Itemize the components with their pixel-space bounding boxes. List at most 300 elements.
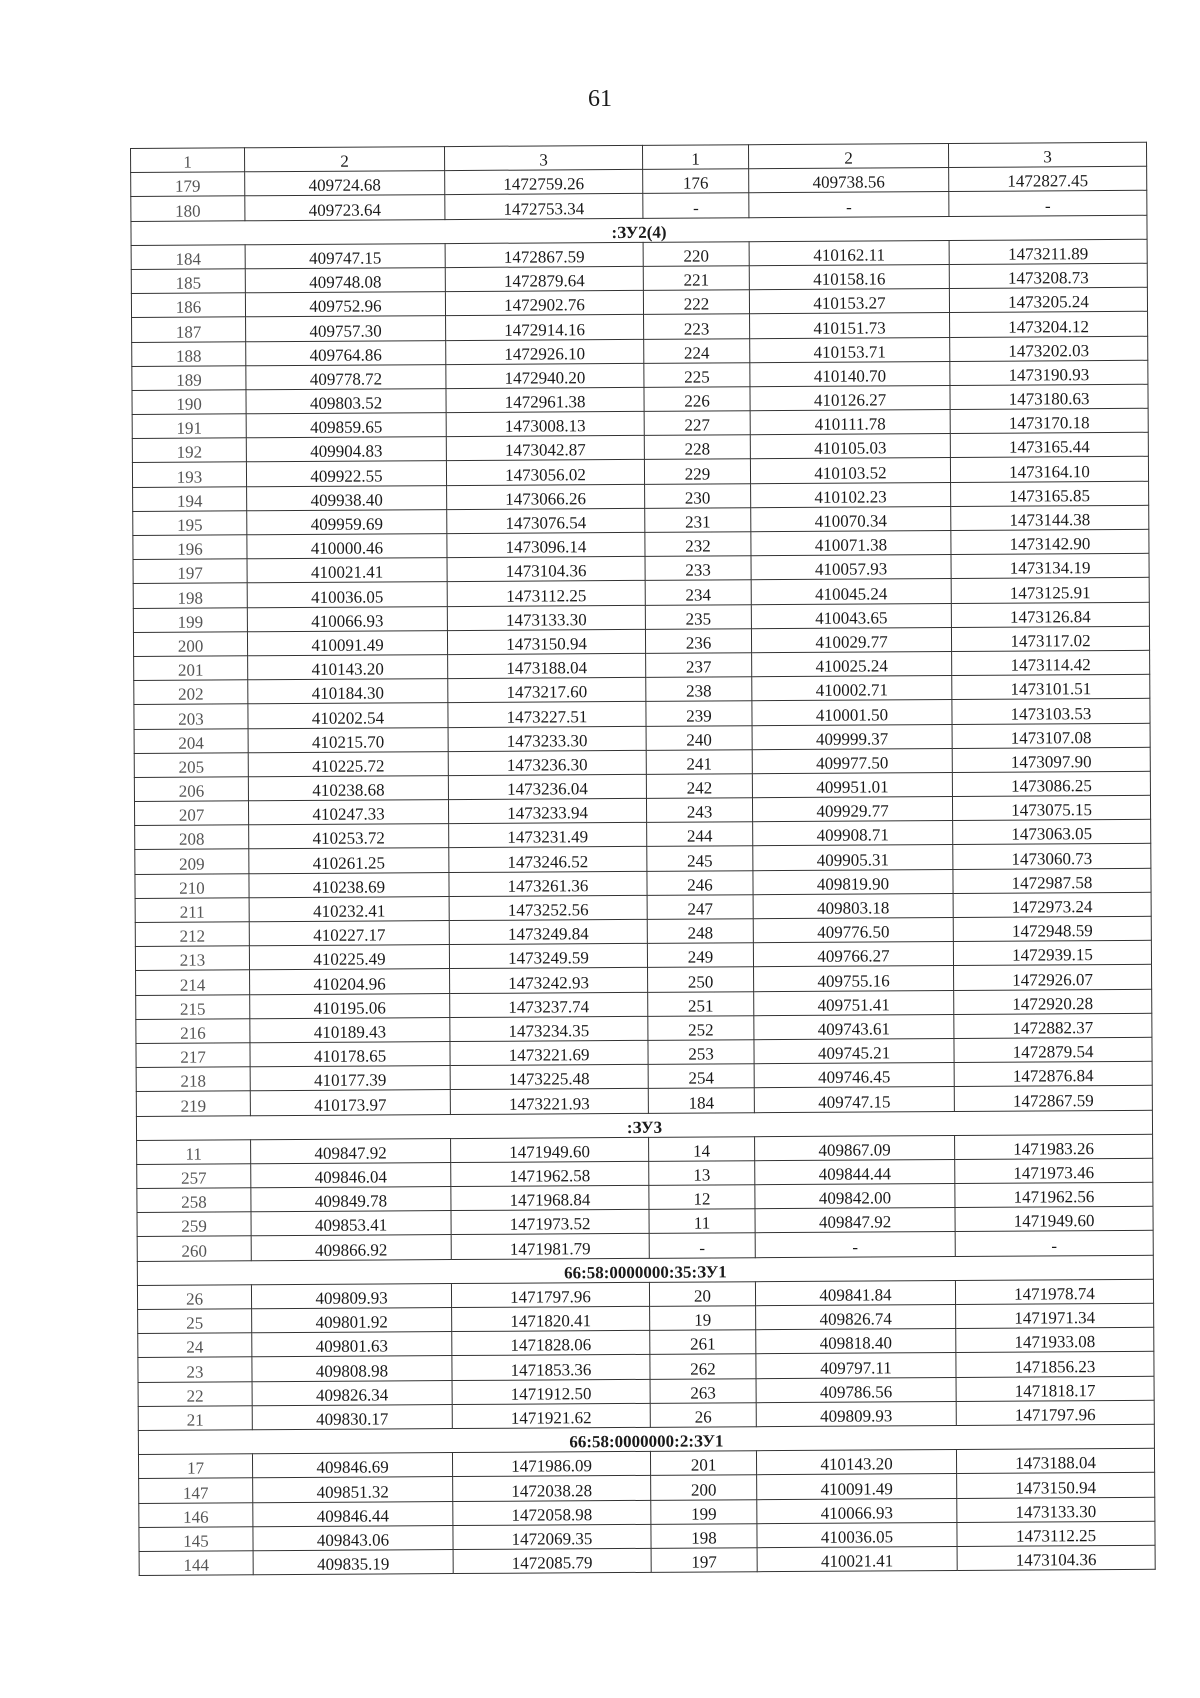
table-cell: 19 — [650, 1306, 756, 1331]
table-cell: 226 — [644, 387, 750, 412]
table-cell: 1472914.16 — [446, 315, 644, 340]
table-cell: 1473150.94 — [447, 629, 645, 654]
table-cell: 410261.25 — [249, 848, 449, 873]
table-cell: 185 — [131, 269, 245, 294]
table-cell: 191 — [132, 414, 246, 439]
table-cell: 409830.17 — [252, 1404, 452, 1429]
table-cell: 409849.78 — [251, 1187, 451, 1212]
table-cell: 1472926.07 — [954, 965, 1152, 990]
table-cell: 261 — [650, 1330, 756, 1355]
table-cell: 1473042.87 — [446, 436, 644, 461]
table-cell: 232 — [645, 532, 751, 557]
table-cell: 1472069.35 — [453, 1524, 651, 1549]
section-title: :ЗУ3 — [136, 1110, 1152, 1140]
table-cell: 410091.49 — [247, 630, 447, 655]
table-cell: 1473144.38 — [951, 505, 1149, 530]
table-cell: 410153.27 — [749, 289, 949, 314]
table-cell: 1473056.02 — [446, 460, 644, 485]
table-cell: 1473112.25 — [447, 581, 645, 606]
table-cell: 409835.19 — [253, 1549, 453, 1574]
table-cell: 1473202.03 — [950, 336, 1148, 361]
table-cell: - — [643, 193, 749, 218]
table-cell: 409752.96 — [245, 292, 445, 317]
table-cell: 201 — [134, 656, 248, 681]
table-cell: 146 — [139, 1502, 253, 1527]
coordinates-table — [130, 142, 1156, 1576]
table-cell: 14 — [649, 1136, 755, 1161]
table-cell: 409866.92 — [251, 1235, 451, 1260]
table-cell: 409851.32 — [253, 1477, 453, 1502]
table-cell: 196 — [133, 535, 247, 560]
table-cell: 1473236.30 — [448, 750, 646, 775]
table-cell: 409818.40 — [756, 1329, 956, 1354]
table-cell: 1472876.84 — [954, 1061, 1152, 1086]
table-cell: 204 — [134, 728, 248, 753]
table-cell: 230 — [645, 483, 751, 508]
table-cell: 409841.84 — [755, 1280, 955, 1305]
table-cell: 410102.23 — [751, 482, 951, 507]
table-cell: 1473234.35 — [450, 1016, 648, 1041]
table-cell: 1472926.10 — [446, 339, 644, 364]
table-cell: 409746.45 — [754, 1063, 954, 1088]
table-cell: 409846.44 — [253, 1501, 453, 1526]
table-cell: 1473165.44 — [950, 433, 1148, 458]
header-cell: 1 — [642, 145, 748, 170]
table-cell: 409905.31 — [753, 845, 953, 870]
table-cell: 1473180.63 — [950, 384, 1148, 409]
table-cell: 410238.68 — [248, 775, 448, 800]
table-cell: 1471949.60 — [451, 1137, 649, 1162]
table-cell: 249 — [647, 943, 753, 968]
table-cell: 1473237.74 — [450, 992, 648, 1017]
table-cell: 410111.78 — [750, 410, 950, 435]
table-cell: 410066.93 — [247, 606, 447, 631]
table-cell: 253 — [648, 1040, 754, 1065]
header-cell: 2 — [748, 144, 948, 169]
table-cell: 410162.11 — [749, 240, 949, 265]
table-cell: 1473086.25 — [952, 771, 1150, 796]
table-cell: 410045.24 — [751, 579, 951, 604]
table-cell: 1473097.90 — [952, 747, 1150, 772]
table-cell: 1472939.15 — [953, 940, 1151, 965]
table-cell: 409809.93 — [251, 1283, 451, 1308]
table-cell: 26 — [137, 1285, 251, 1310]
table-cell: 1473205.24 — [949, 287, 1147, 312]
table-cell: 409745.21 — [754, 1038, 954, 1063]
table-cell: 17 — [138, 1454, 252, 1479]
table-cell: 1473227.51 — [448, 702, 646, 727]
table-cell: 410036.05 — [757, 1522, 957, 1547]
table-cell: 216 — [136, 1019, 250, 1044]
table-cell: 180 — [131, 196, 245, 221]
table-cell: 1472753.34 — [445, 194, 643, 219]
table-cell: 1473114.42 — [952, 650, 1150, 675]
table-cell: 409743.61 — [754, 1014, 954, 1039]
table-cell: 228 — [644, 435, 750, 460]
table-cell: 1473104.36 — [447, 557, 645, 582]
table-cell: 235 — [645, 604, 751, 629]
header-cell: 3 — [948, 142, 1146, 167]
table-cell: 245 — [647, 846, 753, 871]
header-cell: 1 — [131, 148, 245, 173]
table-cell: 1473112.25 — [957, 1521, 1155, 1546]
table-cell: 1473076.54 — [447, 508, 645, 533]
table-cell: 1473249.59 — [449, 944, 647, 969]
table-cell: 410105.03 — [750, 434, 950, 459]
table-cell: 1473117.02 — [951, 626, 1149, 651]
table-cell: 410238.69 — [249, 872, 449, 897]
table-cell: 192 — [132, 438, 246, 463]
table-cell: 1472759.26 — [445, 170, 643, 195]
table-cell: 410103.52 — [750, 458, 950, 483]
table-cell: 199 — [651, 1499, 757, 1524]
table-cell: 199 — [133, 607, 247, 632]
table-cell: 1471912.50 — [452, 1379, 650, 1404]
table-cell: 410143.20 — [756, 1450, 956, 1475]
table-cell: 410043.65 — [751, 603, 951, 628]
table-cell: 1471973.52 — [451, 1210, 649, 1235]
table-cell: 1473242.93 — [450, 968, 648, 993]
table-cell: 1473204.12 — [950, 312, 1148, 337]
table-cell: 1473233.30 — [448, 726, 646, 751]
table-cell: 1473170.18 — [950, 408, 1148, 433]
table-cell: 193 — [132, 462, 246, 487]
table-cell: 222 — [643, 290, 749, 315]
table-cell: 409751.41 — [754, 990, 954, 1015]
table-cell: 409908.71 — [753, 821, 953, 846]
table-cell: - — [955, 1231, 1153, 1256]
table-cell: 1472085.79 — [453, 1548, 651, 1573]
table-cell: 1472879.64 — [445, 266, 643, 291]
table-cell: 410227.17 — [249, 921, 449, 946]
table-cell: 409951.01 — [752, 772, 952, 797]
table-cell: 1473075.15 — [952, 795, 1150, 820]
table-cell: 1472961.38 — [446, 387, 644, 412]
table-cell: 410126.27 — [750, 385, 950, 410]
table-cell: 13 — [649, 1161, 755, 1186]
table-cell: 236 — [645, 628, 751, 653]
table-cell: 409803.52 — [246, 388, 446, 413]
table-cell: 409847.92 — [251, 1138, 451, 1163]
table-cell: 1471921.62 — [452, 1403, 650, 1428]
table-cell: 409842.00 — [755, 1184, 955, 1209]
table-cell: 202 — [134, 680, 248, 705]
table-cell: 244 — [647, 822, 753, 847]
table-cell: 262 — [650, 1354, 756, 1379]
table-cell: 410184.30 — [248, 679, 448, 704]
table-cell: 144 — [139, 1551, 253, 1576]
table-cell: 194 — [133, 486, 247, 511]
table-cell: 195 — [133, 511, 247, 536]
table-cell: 410070.34 — [751, 506, 951, 531]
table-cell: 1471949.60 — [955, 1207, 1153, 1232]
table-cell: 12 — [649, 1185, 755, 1210]
table-cell: 410189.43 — [250, 1017, 450, 1042]
table-cell: 409748.08 — [245, 268, 445, 293]
section-title: 66:58:0000000:2:ЗУ1 — [138, 1424, 1154, 1454]
table-cell: 225 — [644, 362, 750, 387]
table-cell: 198 — [651, 1523, 757, 1548]
table-cell: 410173.97 — [250, 1090, 450, 1115]
table-cell: 190 — [132, 390, 246, 415]
table-cell: 409999.37 — [752, 724, 952, 749]
table-cell: 409797.11 — [756, 1353, 956, 1378]
table-cell: 213 — [135, 946, 249, 971]
table-cell: 227 — [644, 411, 750, 436]
table-cell: 409929.77 — [752, 797, 952, 822]
table-cell: 1473104.36 — [957, 1545, 1155, 1570]
table-cell: - — [949, 191, 1147, 216]
table-cell: 243 — [646, 798, 752, 823]
table-cell: 1472038.28 — [453, 1476, 651, 1501]
table-cell: 410247.33 — [248, 800, 448, 825]
table-cell: 409803.18 — [753, 893, 953, 918]
table-cell: 409747.15 — [754, 1087, 954, 1112]
table-cell: 409747.15 — [245, 243, 445, 268]
table-cell: 1473261.36 — [449, 871, 647, 896]
table-cell: 1471853.36 — [452, 1355, 650, 1380]
table-cell: 250 — [648, 967, 754, 992]
table-cell: 409724.68 — [245, 171, 445, 196]
table-cell: 409764.86 — [246, 340, 446, 365]
table-cell: 1471968.84 — [451, 1185, 649, 1210]
table-cell: 212 — [135, 922, 249, 947]
table-cell: 1472867.59 — [445, 242, 643, 267]
table-cell: 1472940.20 — [446, 363, 644, 388]
table-cell: 247 — [647, 895, 753, 920]
table-cell: 237 — [646, 653, 752, 678]
table-row — [139, 1545, 1155, 1575]
table-cell: 20 — [649, 1282, 755, 1307]
table-cell: 410178.65 — [250, 1041, 450, 1066]
table-cell: - — [755, 1232, 955, 1257]
table-cell: 409847.92 — [755, 1208, 955, 1233]
table-cell: 201 — [650, 1451, 756, 1476]
table-cell: 409808.98 — [252, 1356, 452, 1381]
table-cell: 409843.06 — [253, 1525, 453, 1550]
table-cell: 1471856.23 — [956, 1352, 1154, 1377]
table-cell: 179 — [131, 172, 245, 197]
table-cell: 260 — [137, 1236, 251, 1261]
table-cell: 1473096.14 — [447, 532, 645, 557]
table-cell: 189 — [132, 365, 246, 390]
table-cell: 238 — [646, 677, 752, 702]
table-cell: 186 — [131, 293, 245, 318]
table-cell: 1471818.17 — [956, 1376, 1154, 1401]
table-cell: 188 — [132, 341, 246, 366]
table-cell: 1473126.84 — [951, 602, 1149, 627]
table-cell: 229 — [644, 459, 750, 484]
table-cell: 1473125.91 — [951, 578, 1149, 603]
table-cell: 1471933.08 — [956, 1327, 1154, 1352]
table-cell: 210 — [135, 873, 249, 898]
table-cell: 145 — [139, 1526, 253, 1551]
table-cell: 1473142.90 — [951, 529, 1149, 554]
table-cell: 1473233.94 — [448, 798, 646, 823]
table-cell: 24 — [138, 1333, 252, 1358]
table-cell: 1473225.48 — [450, 1064, 648, 1089]
table-cell: 187 — [132, 317, 246, 342]
table-cell: 409776.50 — [753, 917, 953, 942]
table-cell: 409846.04 — [251, 1162, 451, 1187]
table-cell: 410091.49 — [757, 1474, 957, 1499]
table-cell: 208 — [135, 825, 249, 850]
table-cell: 410071.38 — [751, 530, 951, 555]
table-cell: 410143.20 — [248, 655, 448, 680]
table-cell: 207 — [134, 801, 248, 826]
table-cell: 1473164.10 — [950, 457, 1148, 482]
table-cell: 259 — [137, 1212, 251, 1237]
table-cell: 257 — [137, 1164, 251, 1189]
table-cell: 410225.72 — [248, 751, 448, 776]
table-cell: 221 — [643, 266, 749, 291]
table-cell: 239 — [646, 701, 752, 726]
table-cell: 1472987.58 — [953, 868, 1151, 893]
table-cell: 1473249.84 — [449, 919, 647, 944]
table-cell: 409757.30 — [246, 316, 446, 341]
table-cell: 1473231.49 — [449, 823, 647, 848]
header-cell: 3 — [444, 145, 642, 170]
table-cell: 11 — [649, 1209, 755, 1234]
table-cell: 1471971.34 — [956, 1303, 1154, 1328]
table-cell: - — [649, 1233, 755, 1258]
table-cell: 410036.05 — [247, 582, 447, 607]
table-cell: 1473252.56 — [449, 895, 647, 920]
table-cell: 1473107.08 — [952, 723, 1150, 748]
table-cell: 410000.46 — [247, 534, 447, 559]
table-cell: 224 — [644, 338, 750, 363]
table-cell: 410195.06 — [250, 993, 450, 1018]
table-cell: 1472827.45 — [949, 166, 1147, 191]
table-cell: 409723.64 — [245, 195, 445, 220]
table-cell: 1473103.53 — [952, 699, 1150, 724]
table-cell: 203 — [134, 704, 248, 729]
table-cell: 410202.54 — [248, 703, 448, 728]
table-cell: 409959.69 — [247, 509, 447, 534]
table-cell: 254 — [648, 1064, 754, 1089]
table-cell: 409801.92 — [252, 1308, 452, 1333]
table-cell: 246 — [647, 870, 753, 895]
table-cell: 409766.27 — [753, 942, 953, 967]
table-cell: 410253.72 — [249, 824, 449, 849]
table-cell: 409977.50 — [752, 748, 952, 773]
table-cell: 410225.49 — [249, 945, 449, 970]
table-cell: 409938.40 — [247, 485, 447, 510]
table-cell: 1472867.59 — [954, 1086, 1152, 1111]
table-cell: 409801.63 — [252, 1332, 452, 1357]
table-cell: 200 — [133, 632, 247, 657]
table-cell: - — [749, 192, 949, 217]
table-cell: 1471973.46 — [955, 1158, 1153, 1183]
table-cell: 220 — [643, 241, 749, 266]
table-cell: 409922.55 — [246, 461, 446, 486]
table-cell: 1473133.30 — [957, 1497, 1155, 1522]
table-cell: 1473133.30 — [447, 605, 645, 630]
table-cell: 409826.74 — [756, 1304, 956, 1329]
table-cell: 11 — [137, 1139, 251, 1164]
table-cell: 242 — [646, 774, 752, 799]
table-cell: 1471986.09 — [452, 1451, 650, 1476]
table-cell: 409738.56 — [749, 168, 949, 193]
table-cell: 184 — [648, 1088, 754, 1113]
table-cell: 409867.09 — [755, 1135, 955, 1160]
table-cell: 1473134.19 — [951, 553, 1149, 578]
table-cell: 410021.41 — [757, 1546, 957, 1571]
table-cell: 409755.16 — [754, 966, 954, 991]
table-cell: 410002.71 — [752, 676, 952, 701]
table-cell: 211 — [135, 898, 249, 923]
table-cell: 1471983.26 — [955, 1134, 1153, 1159]
table-cell: 1472948.59 — [953, 916, 1151, 941]
table-cell: 219 — [136, 1091, 250, 1116]
table-cell: 1471797.96 — [451, 1282, 649, 1307]
table-cell: 23 — [138, 1357, 252, 1382]
table-cell: 410215.70 — [248, 727, 448, 752]
table-cell: 410021.41 — [247, 558, 447, 583]
table-cell: 198 — [133, 583, 247, 608]
table-cell: 1471978.74 — [955, 1279, 1153, 1304]
table-cell: 1471962.58 — [451, 1161, 649, 1186]
table-cell: 1473221.93 — [450, 1089, 648, 1114]
table-cell: 410204.96 — [250, 969, 450, 994]
table-cell: 1473060.73 — [953, 844, 1151, 869]
table-cell: 410153.71 — [750, 337, 950, 362]
table-cell: 1472882.37 — [954, 1013, 1152, 1038]
table-cell: 248 — [647, 919, 753, 944]
table-cell: 26 — [650, 1402, 756, 1427]
table-cell: 251 — [648, 991, 754, 1016]
table-cell: 1472920.28 — [954, 989, 1152, 1014]
table-cell: 200 — [651, 1475, 757, 1500]
table-cell: 1471828.06 — [452, 1331, 650, 1356]
table-cell: 1473066.26 — [447, 484, 645, 509]
table-cell: 409809.93 — [756, 1401, 956, 1426]
table-cell: 252 — [648, 1015, 754, 1040]
table-cell: 176 — [643, 169, 749, 194]
table-cell: 217 — [136, 1043, 250, 1068]
table-cell: 1472058.98 — [453, 1500, 651, 1525]
table-cell: 25 — [138, 1309, 252, 1334]
table-cell: 184 — [131, 245, 245, 270]
table-cell: 1473188.04 — [448, 653, 646, 678]
table-cell: 205 — [134, 752, 248, 777]
table-cell: 410232.41 — [249, 896, 449, 921]
table-cell: 410066.93 — [757, 1498, 957, 1523]
table-cell: 409859.65 — [246, 413, 446, 438]
table-cell: 409819.90 — [753, 869, 953, 894]
table-cell: 1473165.85 — [951, 481, 1149, 506]
table-cell: 1473008.13 — [446, 411, 644, 436]
page-number: 61 — [588, 86, 612, 112]
section-title: :ЗУ2(4) — [131, 215, 1147, 245]
table-cell: 409826.34 — [252, 1380, 452, 1405]
table-cell: 409853.41 — [251, 1211, 451, 1236]
table-cell: 206 — [134, 777, 248, 802]
table-cell: 409846.69 — [252, 1453, 452, 1478]
table-cell: 1473211.89 — [949, 239, 1147, 264]
table-cell: 1471981.79 — [451, 1234, 649, 1259]
table-cell: 1472902.76 — [445, 290, 643, 315]
table-cell: 231 — [645, 508, 751, 533]
table-cell: 409844.44 — [755, 1159, 955, 1184]
table-cell: 258 — [137, 1188, 251, 1213]
table-cell: 1473221.69 — [450, 1040, 648, 1065]
table-cell: 1473236.04 — [448, 774, 646, 799]
table-cell: 409904.83 — [246, 437, 446, 462]
table-cell: 1473063.05 — [953, 820, 1151, 845]
table-cell: 263 — [650, 1378, 756, 1403]
table-cell: 197 — [651, 1548, 757, 1573]
